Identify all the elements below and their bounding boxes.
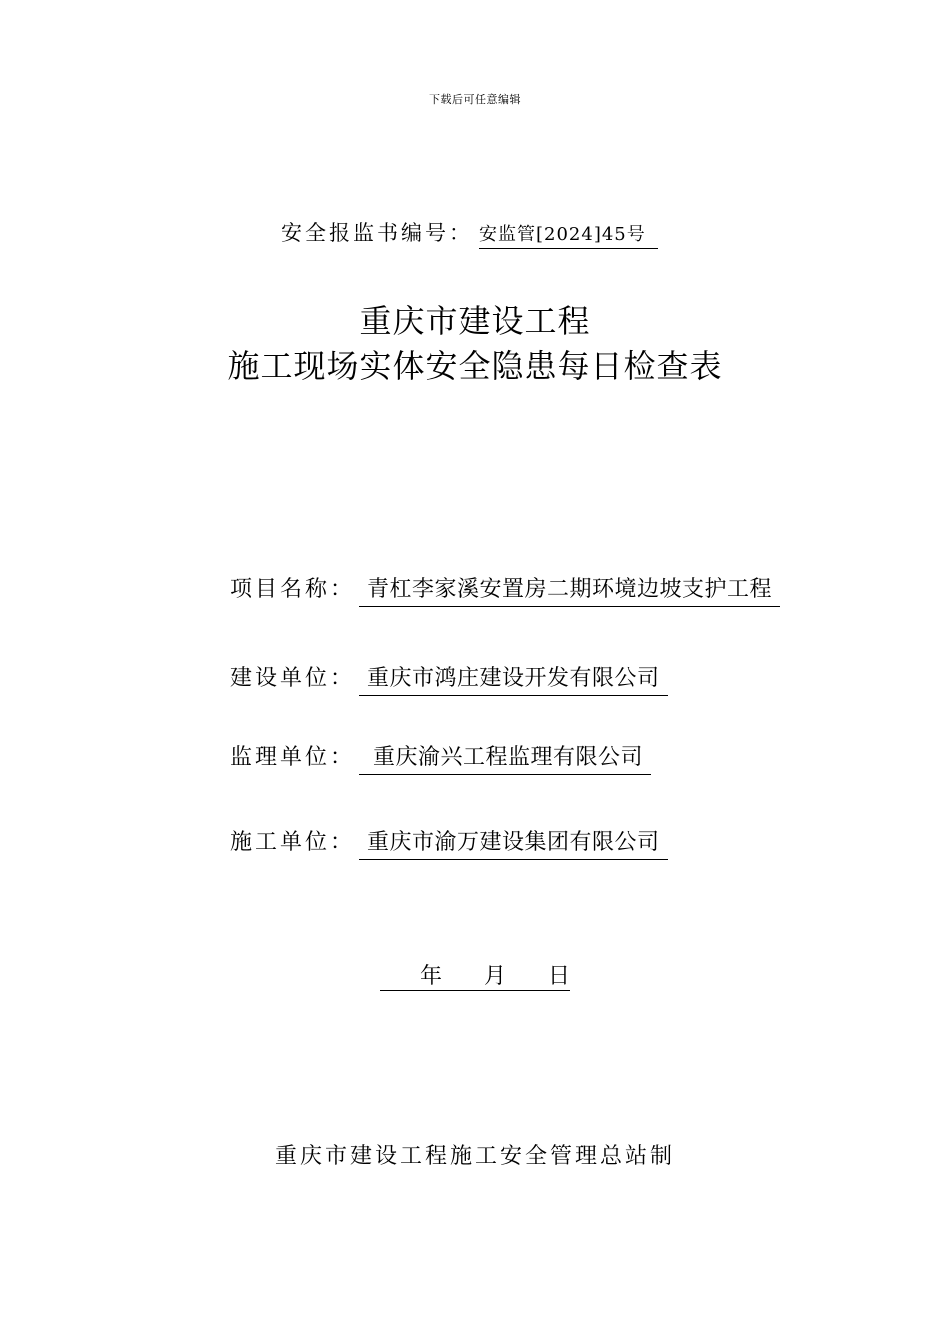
field-value: 重庆市鸿庄建设开发有限公司 — [359, 661, 668, 696]
field-label: 施工单位： — [230, 830, 356, 855]
field-label: 建设单位： — [230, 666, 356, 691]
date-year-label: 年 — [420, 964, 443, 989]
field-supervision-unit — [230, 740, 651, 775]
page-title-line-2: 施工现场实体安全隐患每日检查表 — [227, 347, 723, 385]
page-title-line-1: 重庆市建设工程 — [359, 302, 591, 340]
date-month-label: 月 — [484, 964, 507, 989]
report-number — [281, 217, 658, 247]
issuer-footer: 重庆市建设工程施工安全管理总站制 — [274, 1144, 675, 1169]
field-project-name — [230, 572, 780, 607]
field-construction-unit — [230, 661, 668, 696]
field-label: 监理单位： — [230, 745, 356, 770]
field-value: 重庆市渝万建设集团有限公司 — [359, 825, 668, 860]
date-line — [380, 959, 570, 991]
date-day-label: 日 — [548, 964, 571, 989]
report-number-label: 安全报监书编号： — [281, 221, 473, 245]
field-contractor-unit — [230, 825, 668, 860]
field-value: 青杠李家溪安置房二期环境边坡支护工程 — [359, 572, 780, 607]
field-label: 项目名称： — [230, 577, 356, 602]
header-note: 下载后可任意编辑 — [429, 93, 521, 106]
field-value: 重庆渝兴工程监理有限公司 — [359, 740, 651, 775]
report-number-value: 安监管[2024]45号 — [479, 224, 658, 249]
